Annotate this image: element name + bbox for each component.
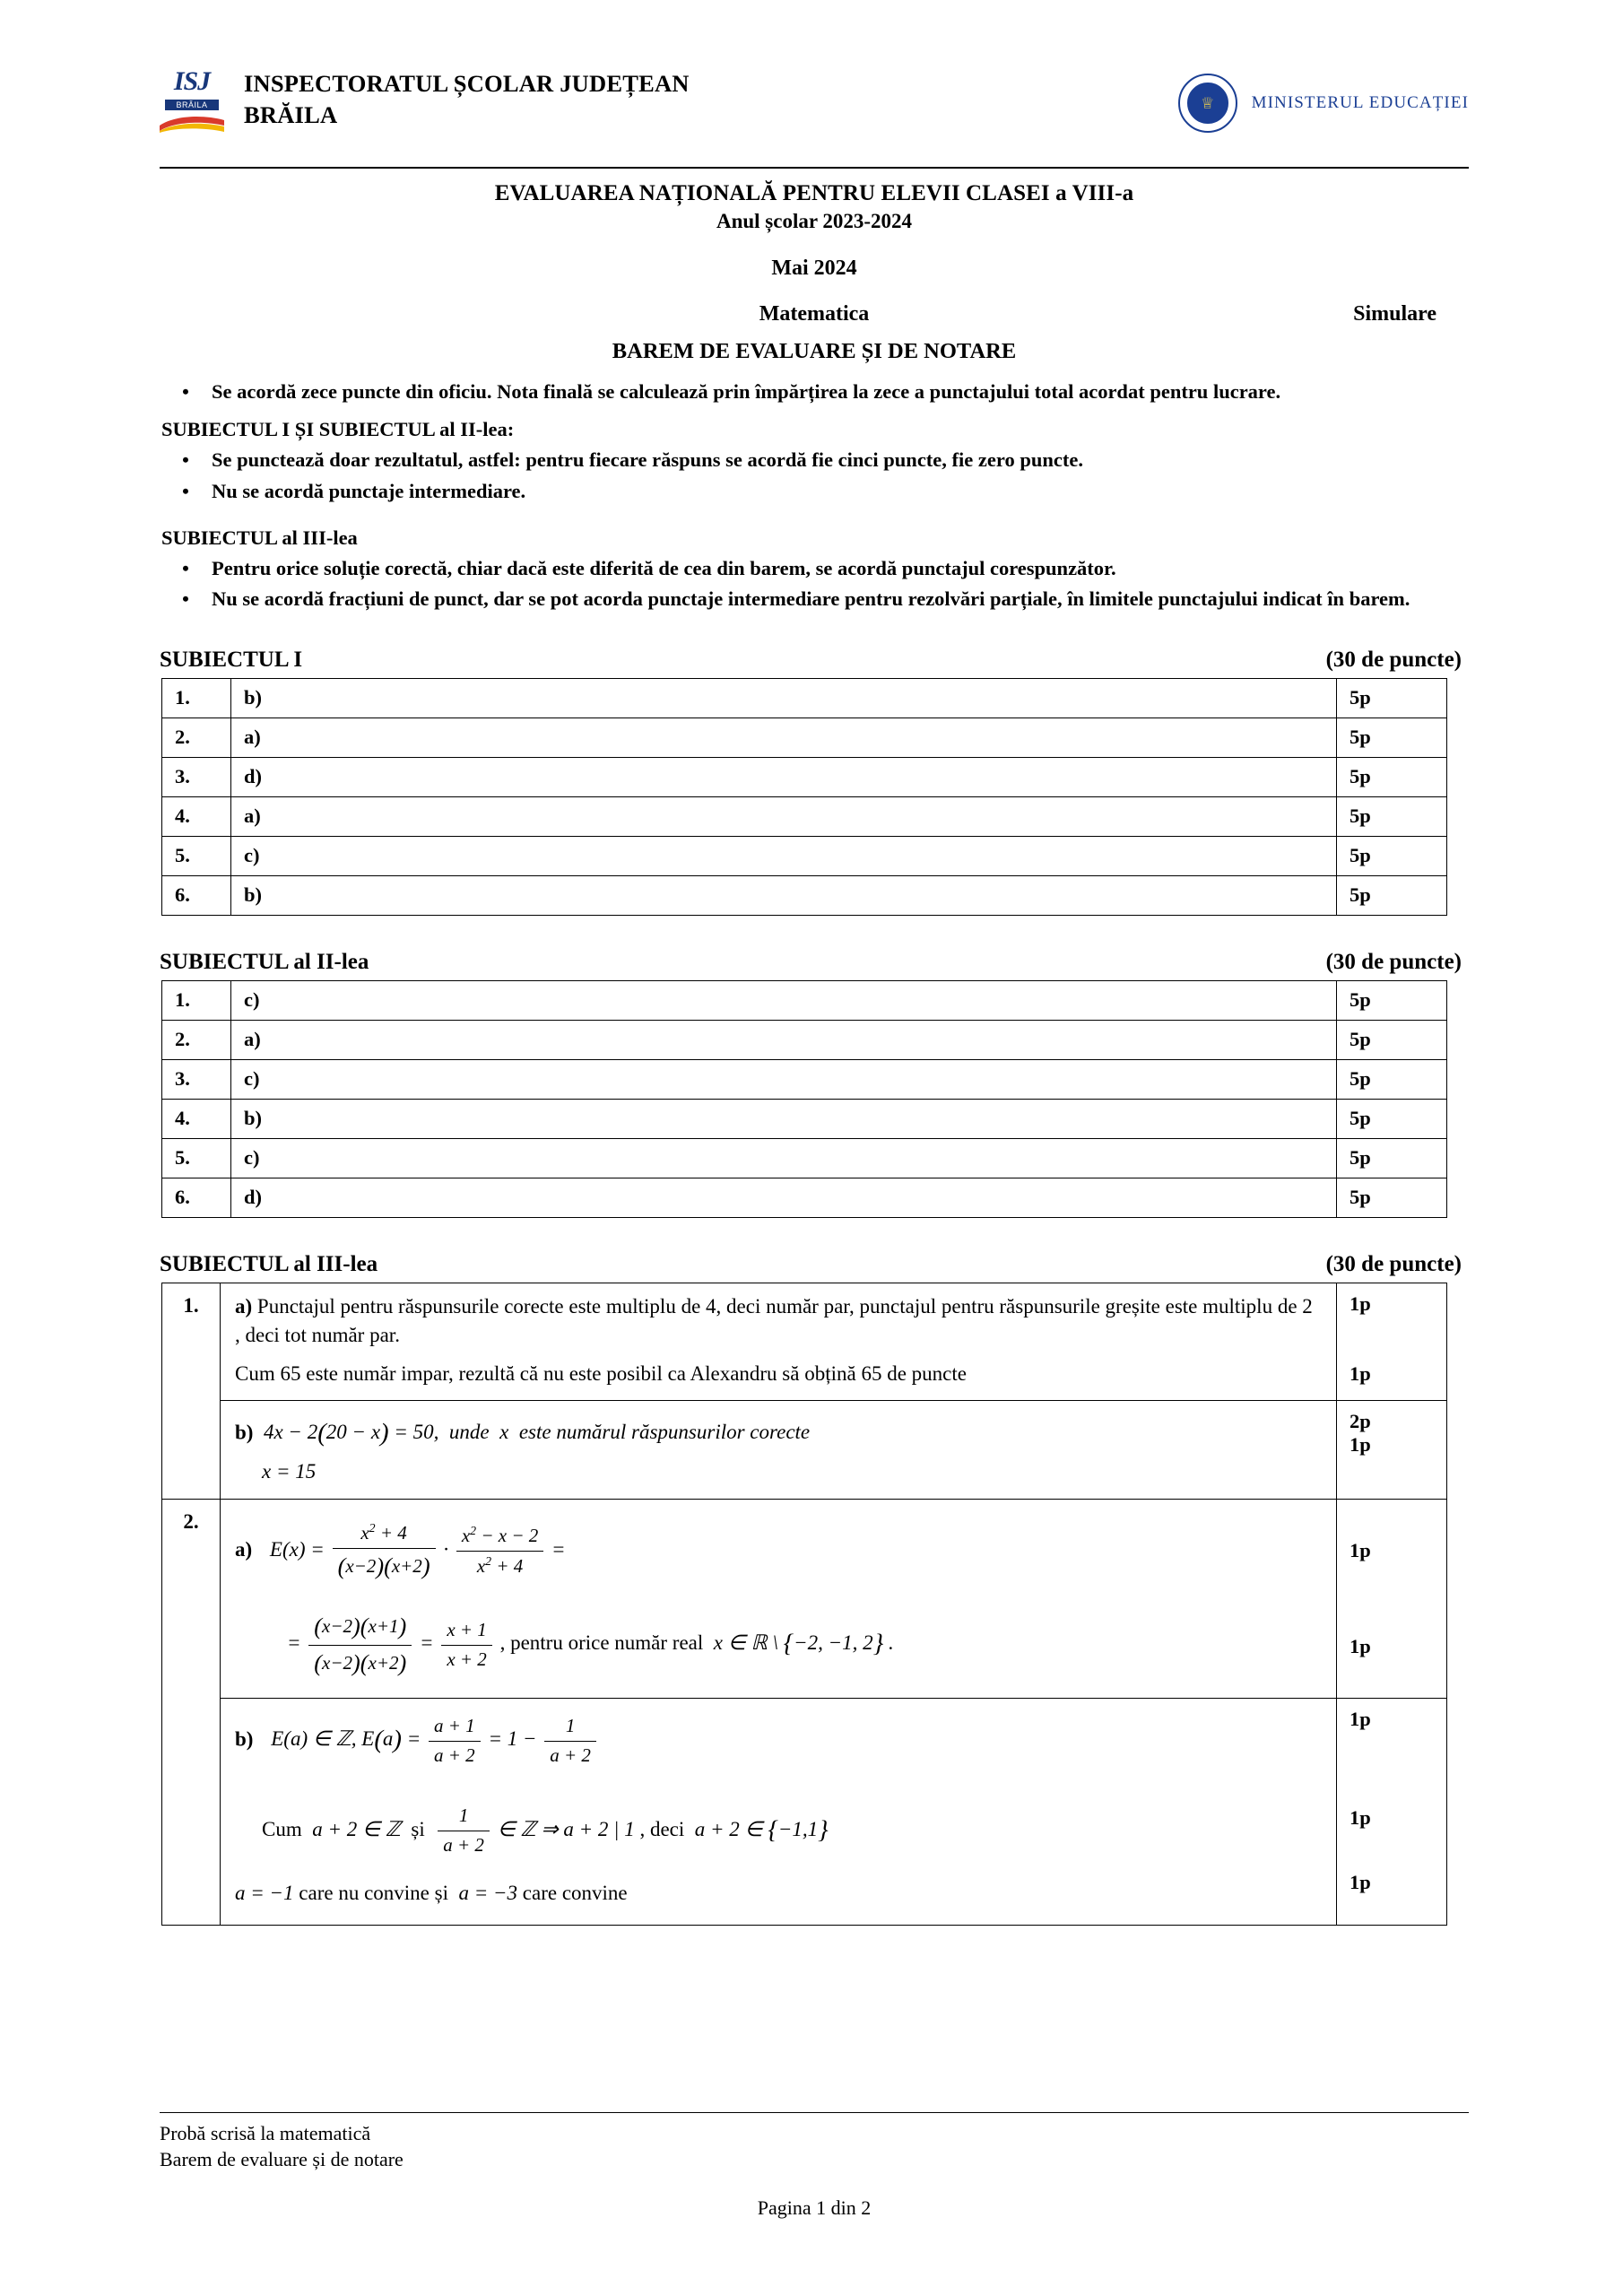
item1-b-points-2: 1p xyxy=(1350,1432,1371,1456)
item1-a-points-1: 1p xyxy=(1350,1292,1371,1315)
row-number: 2. xyxy=(162,718,231,757)
note-bullet-3-text: Pentru orice soluție corectă, chiar dacă este diferită de cea din barem, se acordă punctajul corespunzător. xyxy=(212,556,1116,579)
row-number: 3. xyxy=(162,757,231,796)
item2-b-points-3: 1p xyxy=(1350,1871,1371,1894)
item1-a-points-2: 1p xyxy=(1350,1361,1371,1385)
subject-II-title: SUBIECTUL al II-lea xyxy=(160,949,369,974)
table-row xyxy=(162,1178,1447,1217)
item-number: 2. xyxy=(162,1500,221,1926)
table-row xyxy=(162,1283,1447,1400)
bullet-icon: • xyxy=(182,448,189,472)
row-answer: b) xyxy=(231,1099,1337,1138)
document-header xyxy=(160,63,1469,161)
row-points: 5p xyxy=(1337,1099,1447,1138)
row-number: 5. xyxy=(162,836,231,875)
header-left xyxy=(160,63,690,136)
notes-heading-I-II: SUBIECTUL I ȘI SUBIECTUL al II-lea: xyxy=(161,418,515,441)
row-answer: d) xyxy=(231,1178,1337,1217)
item2-a-eq1-content: E(x) = $\frac{x^2 + 4}{(x-2)(x+2)}$ · $\frac{x^2 - x - 2}{x^2 + 4}$ = xyxy=(269,1521,566,1579)
grading-notes xyxy=(160,378,1469,613)
subject-I-title: SUBIECTUL I xyxy=(160,647,303,672)
row-points: 5p xyxy=(1337,678,1447,718)
document-footer xyxy=(160,2112,1469,2220)
item1-a-text1-content: Punctajul pentru răspunsurile corecte este multiplu de 4, deci număr par, punctajul pentru răspunsurile greșite este multiplu de 2 , deci tot număr par. xyxy=(235,1294,1313,1347)
row-number: 5. xyxy=(162,1138,231,1178)
footer-line-1: Probă scrisă la matematică xyxy=(160,2122,371,2144)
school-year: Anul școlar 2023-2024 xyxy=(716,210,913,232)
item2-part-b-body-1 xyxy=(221,1698,1337,1781)
note-bullet-4-text: Nu se acordă fracțiuni de punct, dar se pot acorda punctaje intermediare pentru rezolvări parțiale, în limitele punctajului indicat în barem. xyxy=(212,587,1410,611)
table-row xyxy=(162,796,1447,836)
row-points: 5p xyxy=(1337,836,1447,875)
points-spacer xyxy=(1350,1790,1446,1806)
bullet-icon: • xyxy=(182,479,189,502)
item2-b-points-2: 1p xyxy=(1350,1806,1371,1830)
institution-line-2: BRĂILA xyxy=(244,100,338,128)
row-points: 5p xyxy=(1337,757,1447,796)
item2-b-eq3-content: a = −1 care nu convine și a = −3 care convine xyxy=(235,1882,628,1905)
item2-b-points-1-cell xyxy=(1337,1698,1447,1781)
row-answer: a) xyxy=(231,718,1337,757)
isj-logo-text: ISJ xyxy=(173,66,211,96)
table-row xyxy=(162,1781,1447,1925)
row-number: 3. xyxy=(162,1059,231,1099)
row-number: 4. xyxy=(162,1099,231,1138)
row-number: 6. xyxy=(162,875,231,915)
exam-type: Simulare xyxy=(1353,302,1436,326)
item2-b-eq2 xyxy=(235,1803,1322,1859)
notes-heading-III: SUBIECTUL al III-lea xyxy=(161,526,358,550)
subject-I-table xyxy=(161,678,1447,916)
item2-a-eq2-content: = $\frac{(x-2)(x+1)}{(x-2)(x+2)}$ = $\frac{x + 1}{x + 2}$ , pentru orice număr real x ∈ ℝ \ {−2, −1, 2} . xyxy=(287,1631,894,1654)
part-label-a: a) xyxy=(235,1537,253,1561)
row-number: 1. xyxy=(162,678,231,718)
part-label-a: a) xyxy=(235,1294,253,1318)
row-points: 5p xyxy=(1337,1138,1447,1178)
part-label-b: b) xyxy=(235,1421,254,1444)
subject-III-header xyxy=(160,1252,1469,1277)
title-block xyxy=(160,181,1469,364)
item2-b-eq1-content: E(a) ∈ ℤ, E(a) = $\frac{a + 1}{a + 2}$ = 1 − $\frac{1}{a + 2}$ xyxy=(271,1727,599,1750)
item1-b-eq2 xyxy=(235,1457,1322,1487)
row-answer: c) xyxy=(231,980,1337,1020)
item1-a-text1 xyxy=(235,1292,1322,1351)
ministry-crest-icon: ♕ xyxy=(1200,94,1215,112)
subject-row xyxy=(160,302,1469,326)
points-spacer xyxy=(1350,1830,1446,1871)
table-row xyxy=(162,1400,1447,1499)
row-answer: c) xyxy=(231,836,1337,875)
note-bullet-2-text: Nu se acordă punctaje intermediare. xyxy=(212,479,526,502)
item2-a-points-1-cell xyxy=(1337,1500,1447,1596)
item2-b-points-1: 1p xyxy=(1350,1707,1371,1730)
note-bullet-1 xyxy=(160,447,1469,474)
item1-b-points-1: 2p xyxy=(1350,1409,1371,1432)
table-row xyxy=(162,757,1447,796)
note-oficiu xyxy=(160,378,1469,405)
points-spacer xyxy=(1350,1509,1446,1539)
row-answer: b) xyxy=(231,678,1337,718)
item2-a-points-2: 1p xyxy=(1350,1635,1371,1658)
item1-b-eq1 xyxy=(235,1415,1322,1452)
row-number: 1. xyxy=(162,980,231,1020)
item1-b-eq1-content: 4x − 2(20 − x) = 50, unde x este numărul răspunsurilor corecte xyxy=(258,1418,811,1448)
row-answer: a) xyxy=(231,796,1337,836)
row-points: 5p xyxy=(1337,1020,1447,1059)
row-number: 4. xyxy=(162,796,231,836)
row-points: 5p xyxy=(1337,980,1447,1020)
table-row xyxy=(162,1500,1447,1596)
item2-part-a-body-1 xyxy=(221,1500,1337,1596)
row-answer: c) xyxy=(231,1138,1337,1178)
bullet-icon: • xyxy=(182,556,189,579)
row-answer: c) xyxy=(231,1059,1337,1099)
row-answer: b) xyxy=(231,875,1337,915)
subject-III-points: (30 de puncte) xyxy=(1325,1251,1462,1276)
subject-II-points: (30 de puncte) xyxy=(1325,949,1462,974)
bullet-icon: • xyxy=(182,380,189,403)
row-points: 5p xyxy=(1337,875,1447,915)
note-bullet-3 xyxy=(160,555,1469,582)
subject-III-table xyxy=(161,1283,1447,1926)
exam-subject: Matematica xyxy=(759,302,870,326)
item1-part-a-body xyxy=(221,1283,1337,1400)
item2-a-eq1 xyxy=(235,1519,1322,1583)
item2-b-eq1 xyxy=(235,1713,1322,1770)
row-points: 5p xyxy=(1337,1178,1447,1217)
table-row xyxy=(162,1020,1447,1059)
item-number: 1. xyxy=(162,1283,221,1499)
note-oficiu-text: Se acordă zece puncte din oficiu. Nota finală se calculează prin împărțirea la zece a punctajului total acordat pentru lucrare. xyxy=(212,380,1281,403)
subject-II-table xyxy=(161,980,1447,1218)
document-content xyxy=(160,63,1469,1926)
item1-b-points xyxy=(1337,1400,1447,1499)
document-type-title: BAREM DE EVALUARE ȘI DE NOTARE xyxy=(612,339,1017,363)
note-bullet-2 xyxy=(160,478,1469,505)
table-row xyxy=(162,1698,1447,1781)
exam-title: EVALUAREA NAȚIONALĂ PENTRU ELEVII CLASEI a VIII-a xyxy=(494,181,1134,205)
note-bullet-4 xyxy=(160,586,1469,613)
item2-part-b-body-2 xyxy=(221,1781,1337,1925)
points-spacer xyxy=(1350,1316,1446,1362)
table-row xyxy=(162,1138,1447,1178)
subject-II-header xyxy=(160,950,1469,975)
exam-date: Mai 2024 xyxy=(771,257,857,280)
header-right xyxy=(1178,63,1469,133)
table-row xyxy=(162,980,1447,1020)
institution-line-1: INSPECTORATUL ȘCOLAR JUDEȚEAN xyxy=(244,70,690,97)
item1-b-eq2-content: x = 15 xyxy=(262,1459,317,1483)
row-number: 2. xyxy=(162,1020,231,1059)
header-divider xyxy=(160,167,1469,169)
item2-b-points-rest-cell xyxy=(1337,1781,1447,1925)
row-points: 5p xyxy=(1337,718,1447,757)
item2-a-points-2-cell xyxy=(1337,1596,1447,1698)
note-bullet-1-text: Se punctează doar rezultatul, astfel: pentru fiecare răspuns se acordă fie cinci puncte, fie zero puncte. xyxy=(212,448,1083,472)
table-row xyxy=(162,678,1447,718)
table-row xyxy=(162,836,1447,875)
isj-logo-icon xyxy=(160,63,224,136)
item2-a-points-1: 1p xyxy=(1350,1539,1371,1562)
isj-logo-subtext: BRĂILA xyxy=(165,100,219,110)
table-row xyxy=(162,1596,1447,1698)
row-points: 5p xyxy=(1337,796,1447,836)
subject-III-title: SUBIECTUL al III-lea xyxy=(160,1251,378,1276)
subject-I-header xyxy=(160,648,1469,673)
bullet-icon: • xyxy=(182,587,189,611)
ministry-seal-icon xyxy=(1178,74,1237,133)
subject-I-points: (30 de puncte) xyxy=(1325,647,1462,672)
table-row xyxy=(162,1059,1447,1099)
row-answer: d) xyxy=(231,757,1337,796)
isj-logo-swoosh-icon xyxy=(160,113,224,133)
table-row xyxy=(162,875,1447,915)
item2-a-eq2 xyxy=(235,1610,1322,1680)
row-points: 5p xyxy=(1337,1059,1447,1099)
row-number: 6. xyxy=(162,1178,231,1217)
row-answer: a) xyxy=(231,1020,1337,1059)
footer-divider xyxy=(160,2112,1469,2113)
page-number: Pagina 1 din 2 xyxy=(757,2196,872,2219)
item2-part-a-body-2 xyxy=(221,1596,1337,1698)
table-row xyxy=(162,718,1447,757)
ministry-label: MINISTERUL EDUCAȚIEI xyxy=(1251,93,1469,112)
item1-a-text2: Cum 65 este număr impar, rezultă că nu este posibil ca Alexandru să obțină 65 de puncte xyxy=(235,1362,967,1386)
institution-name xyxy=(244,63,690,131)
part-label-b: b) xyxy=(235,1727,254,1751)
item1-part-b-body xyxy=(221,1400,1337,1499)
item1-a-points xyxy=(1337,1283,1447,1400)
table-row xyxy=(162,1099,1447,1138)
points-spacer xyxy=(1350,1605,1446,1635)
item2-b-eq3 xyxy=(235,1879,1322,1909)
footer-line-2: Barem de evaluare și de notare xyxy=(160,2148,404,2171)
item2-b-eq2-content: Cum a + 2 ∈ ℤ și $\frac{1}{a + 2}$ ∈ ℤ ⇒ a + 2 | 1 , deci a + 2 ∈ {−1,1} xyxy=(262,1805,829,1857)
